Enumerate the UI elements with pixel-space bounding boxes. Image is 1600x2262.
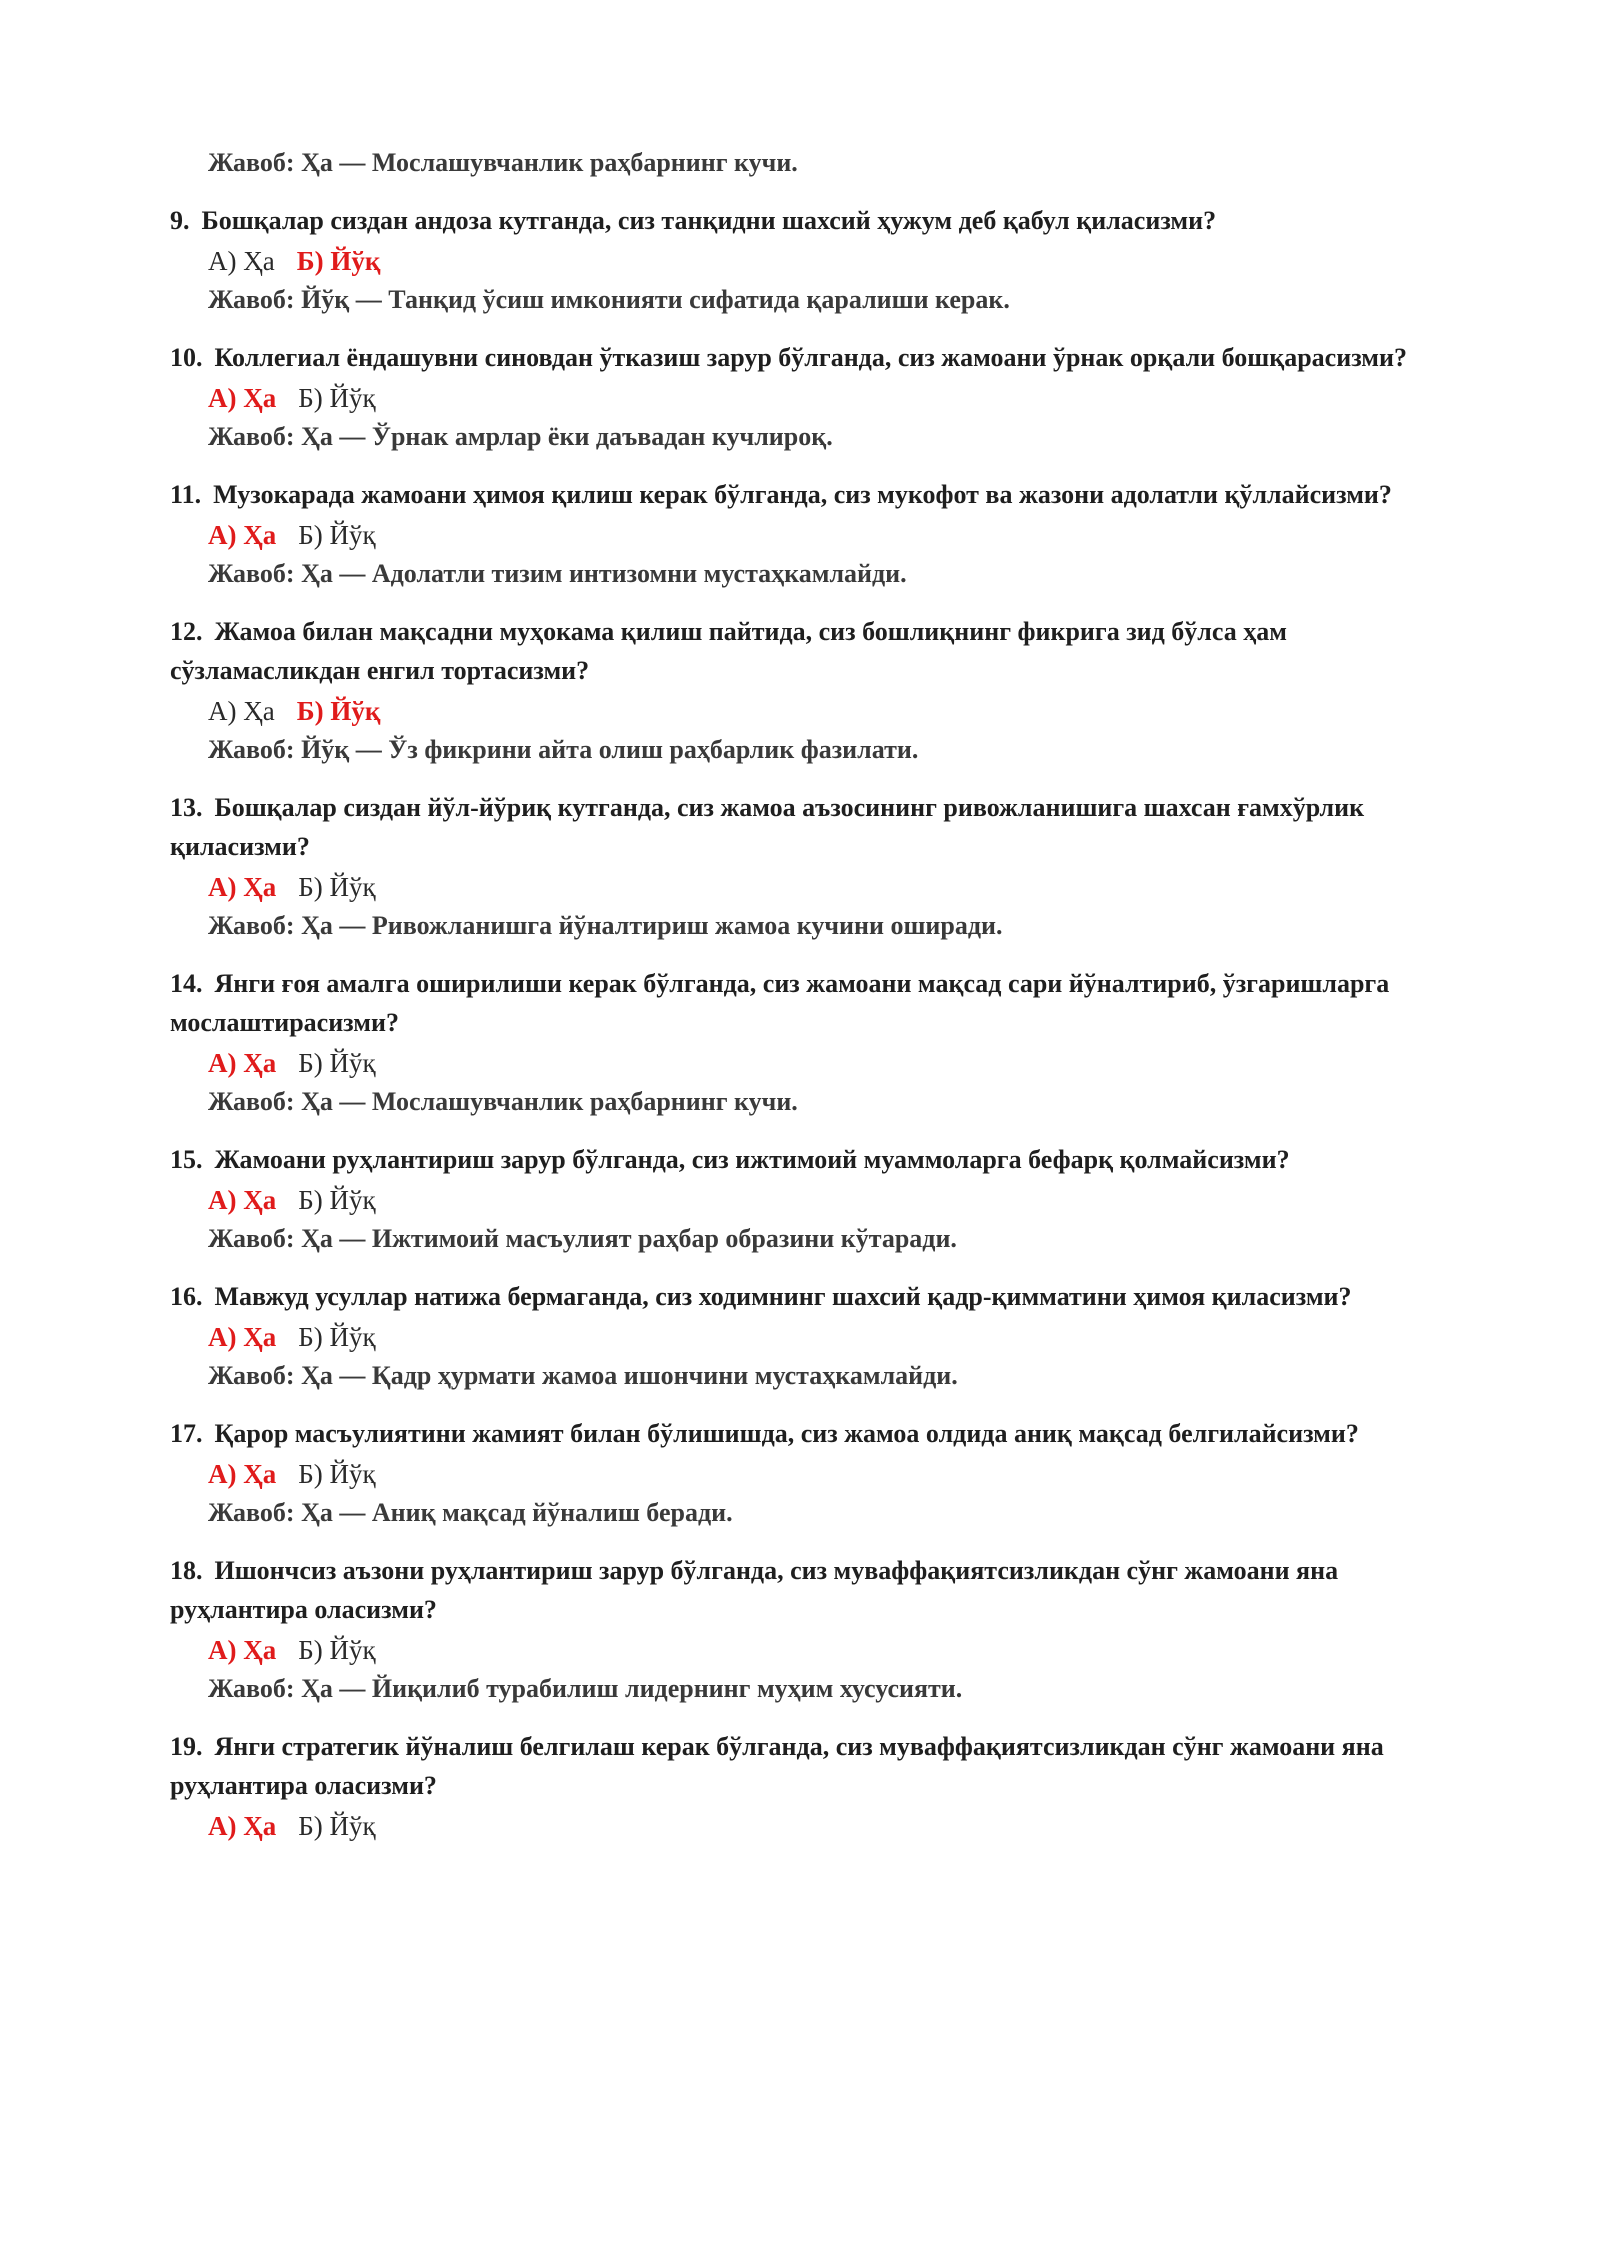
question-text — [170, 1551, 1460, 1629]
answer-options — [208, 377, 1460, 419]
question-number: 19. — [170, 1732, 203, 1761]
option-a: А) Ҳа — [208, 520, 277, 550]
option-a: А) Ҳа — [208, 1635, 277, 1665]
option-b: Б) Йўқ — [298, 383, 376, 413]
document-content — [170, 145, 1460, 1867]
question-block — [170, 964, 1460, 1120]
question-text — [170, 1727, 1460, 1805]
answer-text: Жавоб: Йўқ — Ўз фикрини айта олиш раҳбарлик фазилати. — [208, 735, 919, 764]
question-block — [170, 1414, 1460, 1531]
answer-text: Жавоб: Ҳа — Қадр ҳурмати жамоа ишончини мустаҳкамлайди. — [208, 1361, 958, 1390]
option-b: Б) Йўқ — [298, 520, 376, 550]
question-text — [170, 788, 1460, 866]
question-text — [170, 964, 1460, 1042]
answer-text: Жавоб: Ҳа — Аниқ мақсад йўналиш беради. — [208, 1498, 733, 1527]
option-a: А) Ҳа — [208, 872, 277, 902]
option-a: А) Ҳа — [208, 1048, 277, 1078]
question-label: Коллегиал ёндашувни синовдан ўтказиш зарур бўлганда, сиз жамоани ўрнак орқали бошқарасизми? — [214, 343, 1407, 372]
option-a: А) Ҳа — [208, 383, 277, 413]
question-label: Ишончсиз аъзони руҳлантириш зарур бўлганда, сиз муваффақиятсизликдан сўнг жамоани яна руҳлантира оласизми? — [170, 1556, 1339, 1624]
option-a: А) Ҳа — [208, 696, 275, 726]
option-b: Б) Йўқ — [298, 1459, 376, 1489]
question-list — [170, 201, 1460, 1847]
answer-options — [208, 1805, 1460, 1847]
question-label: Бошқалар сиздан андоза кутганда, сиз танқидни шахсий ҳужум деб қабул қиласизми? — [201, 206, 1217, 235]
question-number: 11. — [170, 480, 202, 509]
question-number: 15. — [170, 1145, 203, 1174]
question-number: 9. — [170, 206, 190, 235]
option-b: Б) Йўқ — [296, 696, 381, 726]
question-number: 12. — [170, 617, 203, 646]
option-b: Б) Йўқ — [298, 1322, 376, 1352]
option-b: Б) Йўқ — [298, 1635, 376, 1665]
option-b: Б) Йўқ — [298, 872, 376, 902]
question-text — [170, 201, 1460, 240]
option-b: Б) Йўқ — [298, 1048, 376, 1078]
question-text — [170, 612, 1460, 690]
question-label: Қарор масъулиятини жамият билан бўлишишда, сиз жамоа олдида аниқ мақсад белгилайсизми? — [214, 1419, 1359, 1448]
question-block — [170, 475, 1460, 592]
question-block — [170, 1140, 1460, 1257]
answer-options — [208, 1316, 1460, 1358]
question-text — [170, 1414, 1460, 1453]
question-label: Янги стратегик йўналиш белгилаш керак бўлганда, сиз муваффақиятсизликдан сўнг жамоани яна руҳлантира оласизми? — [170, 1732, 1384, 1800]
question-block — [170, 201, 1460, 318]
question-number: 18. — [170, 1556, 203, 1585]
answer-options — [208, 1042, 1460, 1084]
answer-text: Жавоб: Ҳа — Ривожланишга йўналтириш жамоа кучини оширади. — [208, 911, 1003, 940]
question-text — [170, 1140, 1460, 1179]
question-number: 10. — [170, 343, 203, 372]
question-text — [170, 1277, 1460, 1316]
question-block — [170, 338, 1460, 455]
answer-options — [208, 240, 1460, 282]
answer-text: Жавоб: Ҳа — Йиқилиб турабилиш лидернинг муҳим хусусияти. — [208, 1674, 963, 1703]
option-a: А) Ҳа — [208, 1322, 277, 1352]
answer-text: Жавоб: Ҳа — Ўрнак амрлар ёки даъвадан кучлироқ. — [208, 422, 833, 451]
answer-options — [208, 866, 1460, 908]
answer-options — [208, 1629, 1460, 1671]
question-label: Музокарада жамоани ҳимоя қилиш керак бўлганда, сиз мукофот ва жазони адолатли қўллайсизми? — [213, 480, 1392, 509]
question-text — [170, 475, 1460, 514]
answer-options — [208, 690, 1460, 732]
question-label: Мавжуд усуллар натижа бермаганда, сиз ходимнинг шахсий қадр-қимматини ҳимоя қиласизми? — [214, 1282, 1352, 1311]
option-b: Б) Йўқ — [298, 1811, 376, 1841]
question-number: 16. — [170, 1282, 203, 1311]
question-label: Янги ғоя амалга оширилиши керак бўлганда, сиз жамоани мақсад сари йўналтириб, ўзгаришларга мослаштирасизми? — [170, 969, 1390, 1037]
answer-options — [208, 1179, 1460, 1221]
question-number: 13. — [170, 793, 203, 822]
question-label: Бошқалар сиздан йўл-йўриқ кутганда, сиз жамоа аъзосининг ривожланишига шахсан ғамхўрлик қиласизми? — [170, 793, 1365, 861]
question-block — [170, 1551, 1460, 1707]
question-block — [170, 1727, 1460, 1847]
option-a: А) Ҳа — [208, 1185, 277, 1215]
question-text — [170, 338, 1460, 377]
question-number: 17. — [170, 1419, 203, 1448]
question-block — [170, 788, 1460, 944]
question-label: Жамоа билан мақсадни муҳокама қилиш пайтида, сиз бошлиқнинг фикрига зид бўлса ҳам сўзламасликдан енгил тортасизми? — [170, 617, 1287, 685]
answer-text: Жавоб: Ҳа — Адолатли тизим интизомни мустаҳкамлайди. — [208, 559, 907, 588]
answer-text: Жавоб: Йўқ — Танқид ўсиш имконияти сифатида қаралиши керак. — [208, 285, 1010, 314]
option-a: А) Ҳа — [208, 1811, 277, 1841]
option-a: А) Ҳа — [208, 246, 275, 276]
answer-text: Жавоб: Ҳа — Мослашувчанлик раҳбарнинг кучи. — [208, 148, 798, 177]
answer-text: Жавоб: Ҳа — Ижтимоий масъулият раҳбар образини кўтаради. — [208, 1224, 957, 1253]
answer-options — [208, 1453, 1460, 1495]
answer-text: Жавоб: Ҳа — Мослашувчанлик раҳбарнинг кучи. — [208, 1087, 798, 1116]
option-b: Б) Йўқ — [296, 246, 381, 276]
answer-options — [208, 514, 1460, 556]
question-label: Жамоани руҳлантириш зарур бўлганда, сиз ижтимоий муаммоларга бефарқ қолмайсизми? — [214, 1145, 1290, 1174]
option-b: Б) Йўқ — [298, 1185, 376, 1215]
question-block — [170, 1277, 1460, 1394]
option-a: А) Ҳа — [208, 1459, 277, 1489]
question-block — [170, 612, 1460, 768]
question-number: 14. — [170, 969, 203, 998]
